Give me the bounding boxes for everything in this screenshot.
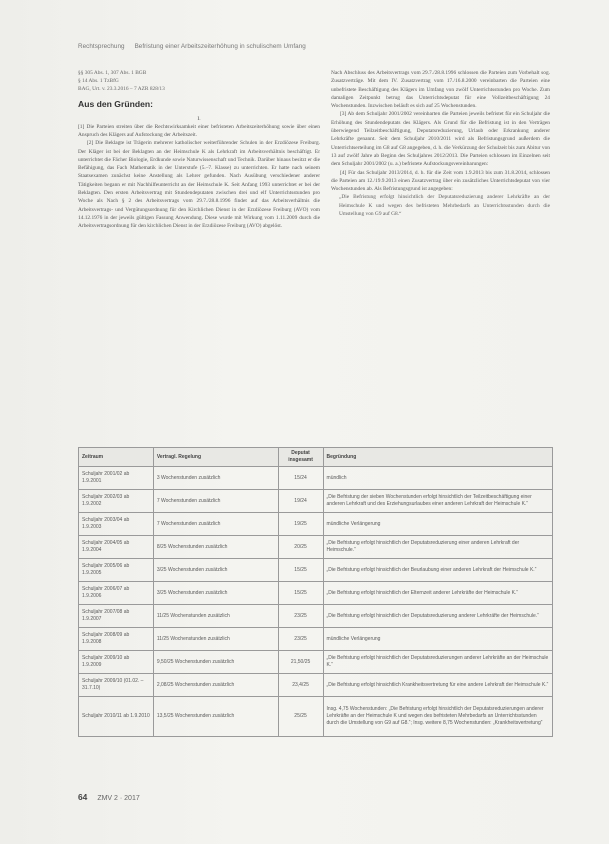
contract-table: [78, 447, 553, 737]
issue-label: ZMV 2 · 2017: [97, 795, 140, 802]
cell-zeitraum: Schuljahr 2005/06 ab 1.9.2005: [79, 559, 154, 582]
cell-vertraglich: 9,50/25 Wochenstunden zusätzlich: [153, 651, 278, 674]
table-row: [79, 490, 553, 513]
running-head-section: Rechtsprechung: [78, 43, 125, 50]
table-row: [79, 628, 553, 651]
header-zeitraum: Zeitraum: [79, 448, 154, 467]
roman-numeral: I.: [197, 115, 201, 122]
table-row: [79, 559, 553, 582]
quotation: „Die Befristung erfolgt hinsichtlich der Deputatsreduzierung anderer Lehrkräfte an der Heimschule K und wegen des befristeten Mehrbedarfs an Unterrichtsstunden durch die Umstellung von G9 auf G8.“: [339, 194, 550, 218]
section-heading: Aus den Gründen:: [78, 98, 153, 109]
running-head-topic: Befristung einer Arbeitszeiterhöhung in schulischem Umfang: [134, 43, 306, 50]
cell-vertraglich: 11/25 Wochenstunden zusätzlich: [153, 605, 278, 628]
table-row: [79, 467, 553, 490]
cell-begruendung: mündliche Verlängerung: [323, 628, 552, 651]
table-row: [79, 582, 553, 605]
cell-vertraglich: 7 Wochenstunden zusätzlich: [153, 490, 278, 513]
table-row: [79, 674, 553, 697]
cell-zeitraum: Schuljahr 2009/10 (01.02. – 31.7.10): [79, 674, 154, 697]
cell-zeitraum: Schuljahr 2010/11 ab 1.9.2010: [79, 697, 154, 737]
cell-begruendung: „Die Befristung erfolgt hinsichtlich der Beurlaubung einer anderen Lehrkraft der Heimschule K.“: [323, 559, 552, 582]
cell-zeitraum: Schuljahr 2003/04 ab 1.9.2003: [79, 513, 154, 536]
table-row: [79, 697, 553, 737]
paragraph: [3] Ab dem Schuljahr 2001/2002 vereinbarten die Parteien jeweils befristet für ein Schuljahr die Erhöhung des Stundendeputats des Klägers. Als Grund für die Befristung ist in den Verträgen überwiegend Teilzeitbeschäftigung, Deputatsreduzierung, Urlaub oder Erkrankung anderer Lehrkräfte genannt. Seit dem Schuljahr 2010/2011 wird als Befristungsgrund außerdem die Unterrichtserteilung im G8 auf G8 angegeben, d. h. die Verkürzung der Schulzeit bis zum Abitur von 13 auf zwölf Jahre ab Beginn des Schuljahres 2012/2013. Die Parteien schlossen im Einzelnen seit dem Schuljahr 2001/2002 (u. a.) befristete Aufstockungsvereinbarungen:: [331, 111, 550, 168]
cell-begruendung: Insg. 4,75 Wochenstunden: „Die Befristung erfolgt hinsichtlich der Deputatsreduzierungen anderer Lehrkräfte an der Heimschule K und wegen des befristeten Mehrbedarfs an Unterrichtsstunden durch die Umstellung von G9 auf G8.“; Insg. weitere 8,75 Wochenstunden: „Krankheitsvertretung“: [323, 697, 552, 737]
cell-vertraglich: 11/25 Wochenstunden zusätzlich: [153, 628, 278, 651]
page-footer: [78, 792, 140, 802]
cell-deputat: 21,50/25: [278, 651, 323, 674]
cell-zeitraum: Schuljahr 2004/05 ab 1.9.2004: [79, 536, 154, 559]
cell-begruendung: „Die Befristung erfolgt hinsichtlich der Deputatsreduzierungen anderer Lehrkräfte an der Heimschule K.“: [323, 651, 552, 674]
table-row: [79, 605, 553, 628]
paragraph: [1] Die Parteien streiten über die Rechtswirksamkeit einer befristeten Arbeitszeiterhöhung sowie über einen Anspruch des Klägers auf Aufstockung der Arbeitszeit.: [78, 123, 320, 138]
running-head: [78, 43, 538, 50]
cell-vertraglich: 3/25 Wochenstunden zusätzlich: [153, 582, 278, 605]
table-header-row: [79, 448, 553, 467]
cell-begruendung: „Die Befristung der sieben Wochenstunden erfolgt hinsichtlich der Teilzeitbeschäftigung einer anderen Lehrkraft und des Erziehungsurlaubes einer anderen Lehrkraft der Heimschule K.“: [323, 490, 552, 513]
cell-vertraglich: 3 Wochenstunden zusätzlich: [153, 467, 278, 490]
cell-begruendung: mündliche Verlängerung: [323, 513, 552, 536]
cell-begruendung: mündlich: [323, 467, 552, 490]
cell-begruendung: „Die Befristung erfolgt hinsichtlich Krankheitsvertretung für eine andere Lehrkraft der Heimschule K.“: [323, 674, 552, 697]
page-number: 64: [78, 792, 88, 802]
table-row: [79, 651, 553, 674]
cell-deputat: 25/25: [278, 697, 323, 737]
cell-deputat: 23/25: [278, 605, 323, 628]
right-column: [331, 69, 550, 218]
cell-deputat: 19/25: [278, 513, 323, 536]
reference-line: §§ 305 Abs. 1, 307 Abs. 1 BGB: [78, 70, 147, 76]
cell-deputat: 15/25: [278, 559, 323, 582]
cell-deputat: 23/25: [278, 628, 323, 651]
paragraph: [4] Für das Schuljahr 2013/2014, d. h. für die Zeit vom 1.9.2013 bis zum 31.8.2014, schlossen die Parteien am 12./19.9.2013 einen Zusatzvertrag über ein zusätzliches Unterrichtsdeputat von vier Wochenstunden ab. Als Befristungsgrund ist angegeben:: [331, 169, 550, 193]
cell-zeitraum: Schuljahr 2002/03 ab 1.9.2002: [79, 490, 154, 513]
cell-zeitraum: Schuljahr 2001/02 ab 1.9.2001: [79, 467, 154, 490]
paragraph: [2] Die Beklagte ist Trägerin mehrerer katholischer weiterführender Schulen in der Erzdiözese Freiburg. Der Kläger ist bei der Beklagten an der Heimschule K als Lehrkraft im Arbeitsverhältnis beschäftigt. Er unterrichtet die Fächer Biologie, Erdkunde sowie Naturwissenschaft und Technik. Darüber hinaus besitzt er die Befähigung, das Fach Mathematik in der Unterstufe (5.–7. Klasse) zu unterrichten. Er hatte nach seinem Staatsexamen zunächst keine Anstellung als Lehrer gefunden. Nach Ausübung verschiedener anderer Tätigkeiten begann er mit Nachhilfeunterricht an der Heimschule K. Seit Anfang 1993 unterrichtet er bei der Beklagten. Den ersten Arbeitsvertrag mit Stundendeputaten zwischen drei und elf Unterrichtsstunden pro Woche als Nach § 2 des Arbeitsvertrags vom 29.7./28.8.1996 findet auf das Arbeitsverhältnis die Arbeitsvertrags- und Vergütungsordnung für den Kirchlichen Dienst in der Erzdiözese Freiburg (AVO) vom 14.12.1976 in der jeweils gültigen Fassung Anwendung. Diese wurde mit Wirkung vom 1.11.2009 durch die Arbeitsvertragsordnung für den kirchlichen Dienst in der Erzdiözese Freiburg (AVO) abgelöst.: [78, 140, 320, 230]
cell-vertraglich: 2,08/25 Wochenstunden zusätzlich: [153, 674, 278, 697]
cell-deputat: 15/25: [278, 582, 323, 605]
cell-deputat: 15/24: [278, 467, 323, 490]
cell-begruendung: „Die Befristung erfolgt hinsichtlich der Deputatsreduzierung einer anderen Lehrkraft der Heimschule.“: [323, 536, 552, 559]
paragraph: Nach Abschluss des Arbeitsvertrags vom 29.7./28.8.1996 schlossen die Parteien zum Vorbehalt sog. Zusatzverträge. Mit dem IV. Zusatzvertrag vom 17./16.8.2000 vereinbarten die Parteien eine unbefristete Beschäftigung des Klägers im Umfang von zwölf Unterrichtsstunden pro Woche. Zum damaligen Zeitpunkt betrug das Unterrichtsdeputat für eine Vollzeitbeschäftigung 24 Wochenstunden. Inzwischen beläuft es sich auf 25 Wochenstunden.: [331, 70, 550, 110]
cell-vertraglich: 3/25 Wochenstunden zusätzlich: [153, 559, 278, 582]
cell-zeitraum: Schuljahr 2008/09 ab 1.9.2008: [79, 628, 154, 651]
cell-deputat: 23,4/25: [278, 674, 323, 697]
cell-zeitraum: Schuljahr 2006/07 ab 1.9.2006: [79, 582, 154, 605]
cell-vertraglich: 8/25 Wochenstunden zusätzlich: [153, 536, 278, 559]
cell-zeitraum: Schuljahr 2007/08 ab 1.9.2007: [79, 605, 154, 628]
table-row: [79, 513, 553, 536]
cell-begruendung: „Die Befristung erfolgt hinsichtlich der Deputatsreduzierung anderer Lehrkräfte der Heimschule.“: [323, 605, 552, 628]
cell-vertraglich: 7 Wochenstunden zusätzlich: [153, 513, 278, 536]
table-row: [79, 536, 553, 559]
header-deputat: Deputat insgesamt: [278, 448, 323, 467]
header-begruendung: Begründung: [323, 448, 552, 467]
reference-line: § 14 Abs. 1 TzBfG: [78, 78, 119, 85]
cell-deputat: 20/25: [278, 536, 323, 559]
cell-deputat: 19/24: [278, 490, 323, 513]
cell-vertraglich: 13,5/25 Wochenstunden zusätzlich: [153, 697, 278, 737]
header-vertragliche-regelung: Vertragl. Regelung: [153, 448, 278, 467]
reference-line: BAG, Urt. v. 23.3.2016 – 7 AZR 828/13: [78, 86, 165, 93]
cell-begruendung: „Die Befristung erfolgt hinsichtlich der Elternzeit anderer Lehrkräfte der Heimschule K.“: [323, 582, 552, 605]
left-column: [78, 69, 320, 230]
cell-zeitraum: Schuljahr 2009/10 ab 1.9.2009: [79, 651, 154, 674]
